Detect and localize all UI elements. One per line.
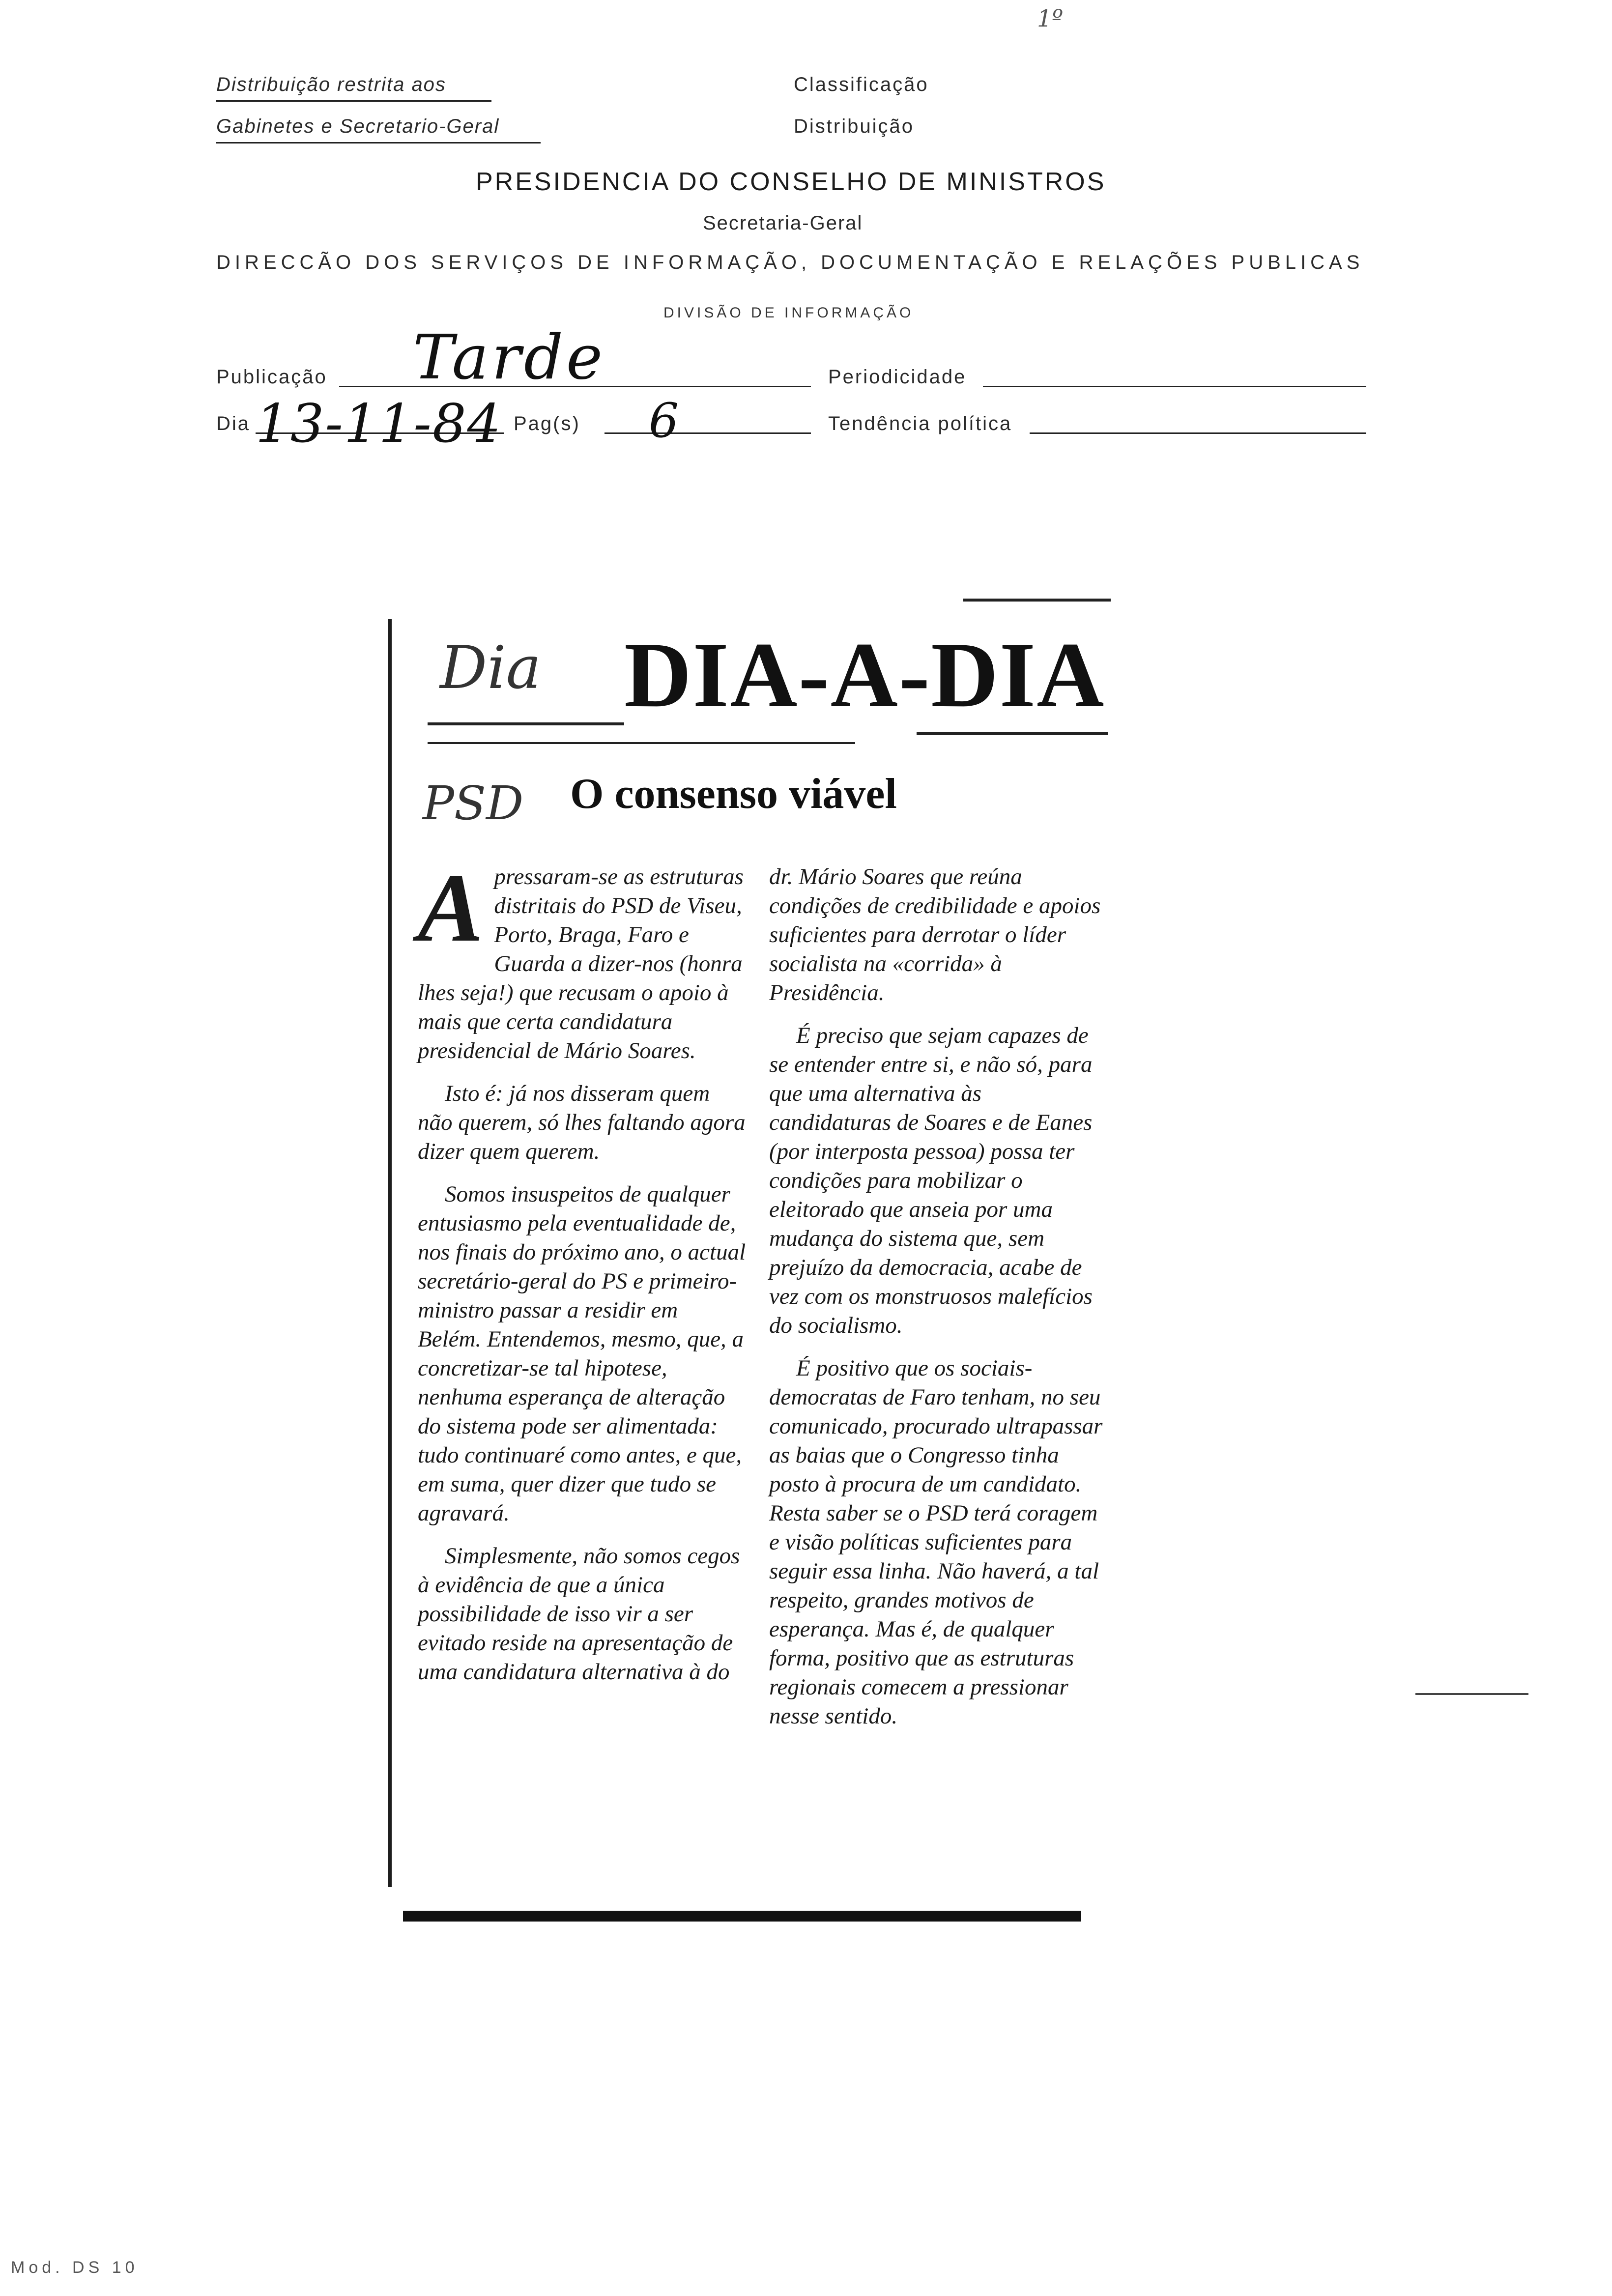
masthead-handwritten-note: Dia — [440, 634, 542, 702]
header-underline-2 — [216, 142, 541, 144]
masthead-title: DIA-A-DIA — [624, 624, 1105, 727]
form-code: Mod. DS 10 — [11, 2258, 139, 2277]
secretariat-name: Secretaria-Geral — [703, 212, 863, 234]
column1-paragraph-4: Simplesmente, não somos cegos à evidência de que a única possibilidade de isso vir a ser evitado reside na apresentação de uma candidatura alternativa à do — [418, 1543, 740, 1685]
clipping-bottom-rule — [403, 1911, 1081, 1922]
column1-paragraph-2: Isto é: já nos disseram quem não querem, só lhes faltando agora dizer quem querem. — [418, 1081, 746, 1164]
directorate-name: DIRECCÃO DOS SERVIÇOS DE INFORMAÇÃO, DOCUMENTAÇÃO E RELAÇÕES PUBLICAS — [216, 252, 1364, 273]
column2-paragraph-2: É preciso que sejam capazes de se entender entre si, e não só, para que uma alternativa às candidaturas de Soares e de Eanes (por interposta pessoa) possa ter condições para mobilizar o eleitorado que anseia por uma mudança do sistema que, sem prejuízo da democracia, acabe de vez com os monstruosos malefícios do socialismo. — [769, 1023, 1093, 1338]
masthead-underline — [428, 742, 855, 744]
pages-label: Pag(s) — [514, 413, 580, 434]
division-name: DIVISÃO DE INFORMAÇÃO — [663, 305, 914, 321]
column1-paragraph-1: pressaram-se as estruturas distritais do PSD de Viseu, Porto, Braga, Faro e Guarda a dizer-nos (honra lhes seja!) que recusam o apoio à mais que certa candidatura presidencial de Mário Soares. — [418, 864, 744, 1063]
article-headline: O consenso viável — [570, 770, 897, 818]
scan-mark-line — [1415, 1693, 1528, 1695]
clipping-top-rule — [963, 599, 1111, 602]
distribution-restriction-line2: Gabinetes e Secretario-Geral — [216, 115, 500, 137]
header-underline-1 — [216, 100, 491, 102]
pages-value: 6 — [649, 393, 679, 448]
date-label: Dia — [216, 413, 251, 434]
article-column-2 — [769, 862, 1108, 1745]
masthead-right-rule — [917, 732, 1108, 735]
date-value: 13-11-84 — [256, 393, 502, 455]
clipping-left-border — [388, 619, 392, 1887]
column2-paragraph-1: dr. Mário Soares que reúna condições de credibilidade e apoios suficientes para derrotar o líder socialista na «corrida» à Presidência. — [769, 864, 1101, 1005]
classification-label: Classificação — [794, 74, 929, 95]
article-column-1 — [418, 854, 747, 1700]
tendency-label: Tendência política — [828, 413, 1012, 434]
publication-value: Tarde — [413, 322, 605, 393]
column2-paragraph-3: É positivo que os sociais-democratas de Faro tenham, no seu comunicado, procurado ultrapassar as baias que o Congresso tinha posto à procura de um candidato. Resta saber se o PSD terá coragem e visão políticas suficientes para seguir essa linha. Não haverá, a tal respeito, grandes motivos de esperança. Mas é, de qualquer forma, positivo que as estruturas regionais comecem a pressionar nesse sentido. — [769, 1355, 1103, 1729]
column1-paragraph-3: Somos insuspeitos de qualquer entusiasmo pela eventualidade de, nos finais do próximo ano, o actual secretário-geral do PS e primeiro-ministro passar a residir em Belém. Entendemos, mesmo, que, a concretizar-se tal hipotese, nenhuma esperança de alteração do sistema pode ser alimentada: tudo continuaré como antes, e que, em suma, quer dizer que tudo se agravará. — [418, 1181, 746, 1526]
pages-line — [604, 432, 811, 434]
publication-label: Publicação — [216, 366, 327, 388]
margin-handwritten-note: PSD — [423, 776, 524, 831]
drop-cap: A — [418, 854, 484, 962]
distribution-label: Distribuição — [794, 115, 914, 137]
tendency-line — [1030, 432, 1366, 434]
corner-mark: 1º — [1037, 5, 1064, 32]
masthead-left-rule — [428, 722, 624, 725]
periodicity-line — [983, 386, 1366, 387]
office-title: PRESIDENCIA DO CONSELHO DE MINISTROS — [476, 168, 1106, 196]
distribution-restriction-line1: Distribuição restrita aos — [216, 74, 446, 95]
periodicity-label: Periodicidade — [828, 366, 967, 388]
